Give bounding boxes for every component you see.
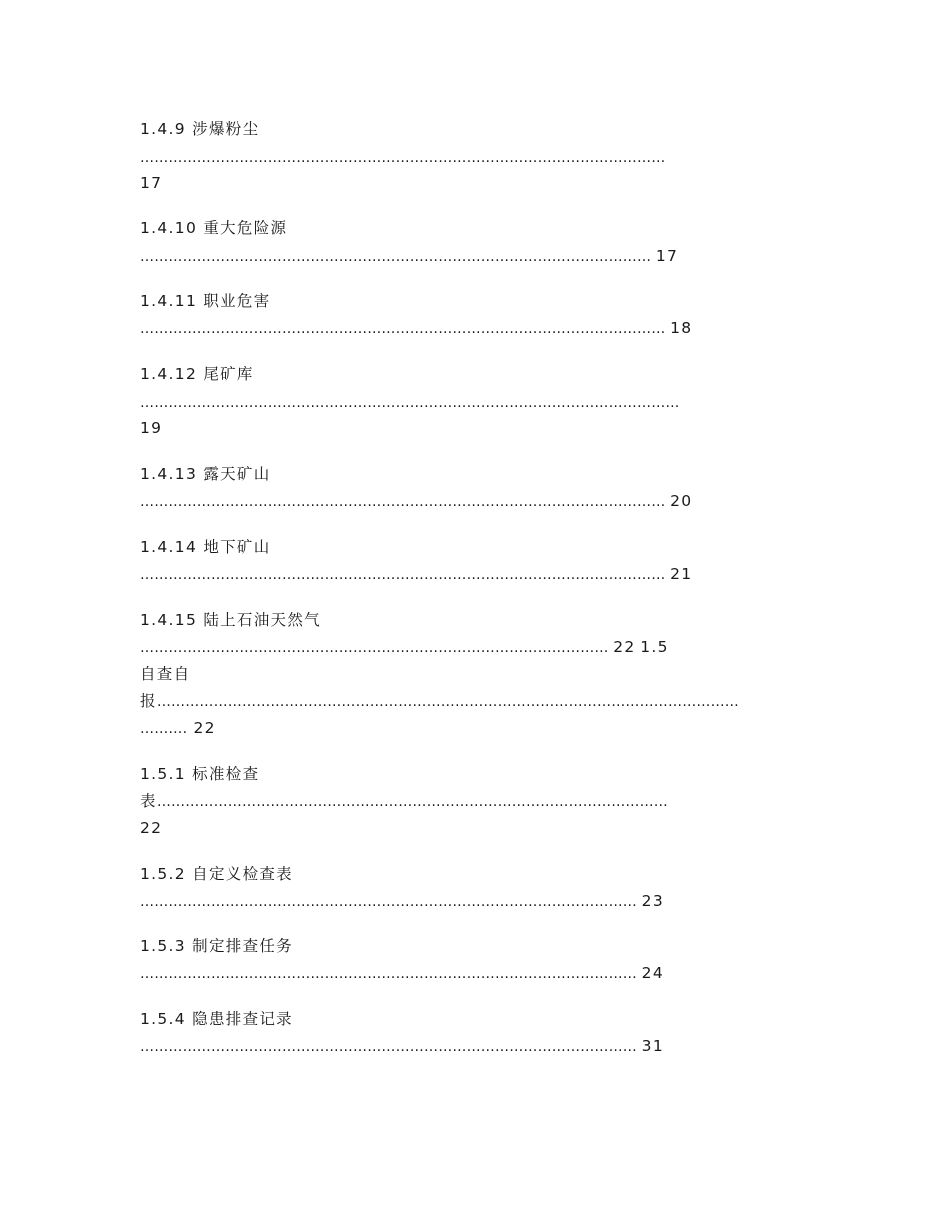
toc-entry-heading: 1.5 [640,638,669,656]
toc-entry-leader [140,318,692,339]
toc-entry-leader [140,246,678,267]
toc-entry-page: 31 [641,1037,664,1055]
toc-leader-dots: ………………………………………………………………………………………………… [140,321,666,337]
toc-leader-dots: ……………………………………………………………………………………… [140,640,609,656]
toc-leader-dots: ………………………………………………………………………………………………… [140,567,666,583]
toc-leader-dots: …………………………………………………………………………………………………………… [156,694,740,710]
toc-leader-dots: …………………………………………………………………………………………… [140,1039,637,1055]
toc-entry-leader [140,393,680,413]
toc-entry-leader [140,491,692,512]
toc-entry-leader [140,637,669,658]
toc-entry-leader [140,963,664,984]
toc-entry-leader [140,148,665,168]
toc-entry-heading: 1.5.4 隐患排查记录 [140,1010,293,1028]
toc-entry-heading: 报 [140,692,157,710]
toc-entry-heading: 1.4.10 重大危险源 [140,219,288,237]
toc-entry-leader [140,1036,664,1057]
toc-entry-leader [140,791,668,812]
toc-entry-page: 17 [655,247,679,265]
toc-leader-dots: ………………………………………………………………………………………………… [140,494,666,510]
toc-entry-heading: 1.4.13 露天矿山 [140,465,271,483]
toc-entry-heading: 1.4.12 尾矿库 [140,365,254,383]
toc-entry-heading: 1.5.3 制定排查任务 [140,937,293,955]
toc-leader-dots: ………. [140,721,188,737]
toc-entry-heading: 1.4.15 陆上石油天然气 [140,611,321,629]
toc-leader-dots: ……………………………………………………………………………………………… [140,249,652,265]
toc-entry-leader [140,564,692,585]
toc-entry-page: 22 [613,638,636,656]
toc-entry-page: 23 [641,892,664,910]
toc-entry-heading: 表 [140,792,157,810]
toc-leader-dots: ……………………………………………………………………………………………… [156,794,669,810]
toc-leader-dots: …………………………………………………………………………………………………… [140,395,680,411]
toc-entry-page: 21 [670,565,693,583]
toc-entry-page: 17 [140,174,163,192]
toc-entry-heading: 自查自 [140,665,191,683]
toc-entry-leader [140,691,739,712]
toc-entry-heading: 1.5.1 标准检查 [140,765,260,783]
toc-entry-heading: 1.4.14 地下矿山 [140,538,271,556]
toc-entry-page: 18 [670,319,693,337]
toc-leader-dots: …………………………………………………………………………………………… [140,966,637,982]
toc-entry-page: 22 [140,819,163,837]
toc-leader-dots: ………………………………………………………………………………………………… [140,150,666,166]
toc-entry-leader [140,718,216,739]
toc-entry-heading: 1.4.9 涉爆粉尘 [140,120,260,138]
toc-entry-page: 20 [670,492,693,510]
toc-leader-dots: …………………………………………………………………………………………… [140,894,637,910]
toc-entry-page: 24 [641,964,664,982]
toc-entry-heading: 1.4.11 职业危害 [140,292,271,310]
toc-entry-leader [140,891,664,912]
toc-entry-page: 19 [140,419,163,437]
toc-entry-page: 22 [193,719,216,737]
toc-entry-heading: 1.5.2 自定义检查表 [140,865,293,883]
